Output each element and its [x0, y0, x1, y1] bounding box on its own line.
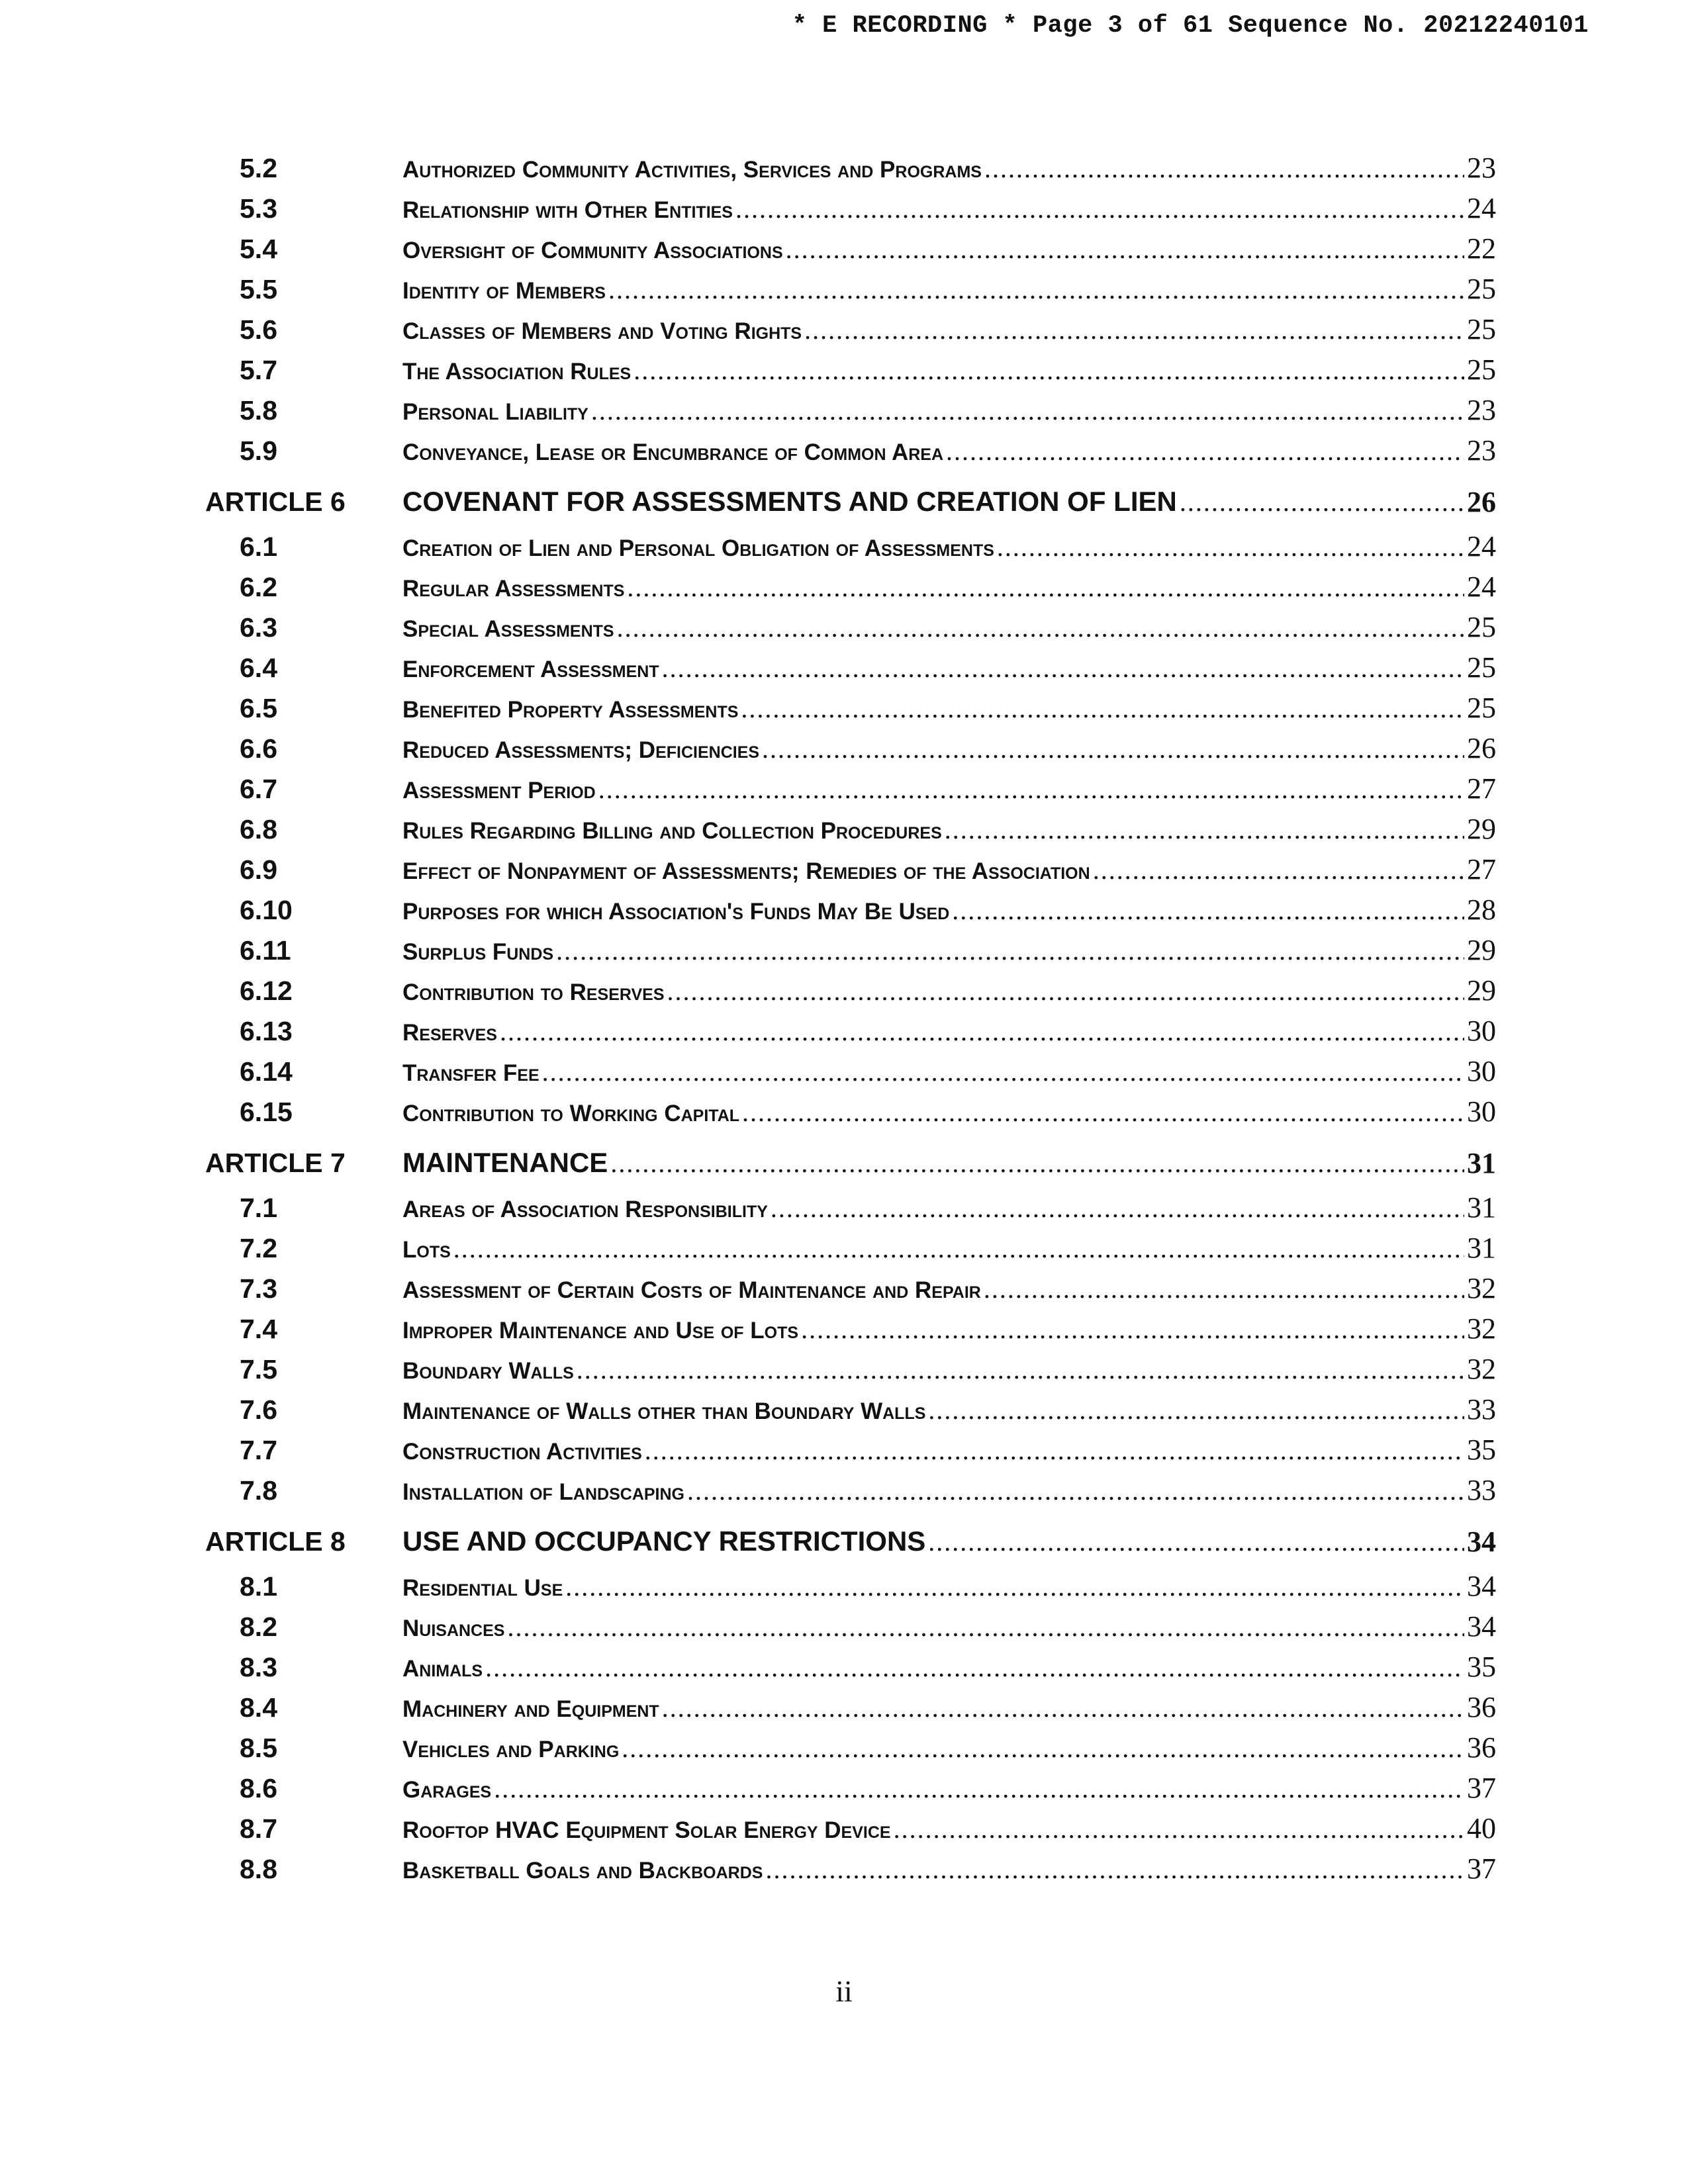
toc-entry-number: 7.7: [240, 1435, 277, 1465]
toc-entry-number: 7.8: [240, 1475, 277, 1506]
toc-entry-page: 28: [1467, 893, 1496, 926]
toc-section-row: [199, 731, 1496, 772]
toc-entry-page: 24: [1467, 192, 1496, 224]
toc-entry-number: 6.9: [240, 854, 277, 885]
toc-section-row: [199, 610, 1496, 651]
toc-entry-number: 6.12: [240, 976, 293, 1006]
dot-leader: [735, 193, 1464, 224]
toc-section-row: [199, 433, 1496, 474]
toc-section-row: [199, 570, 1496, 610]
dot-leader: [771, 1193, 1464, 1224]
toc-section-row: [199, 1569, 1496, 1610]
toc-entry-title: Reduced Assessments; Deficiencies: [402, 737, 760, 763]
dot-leader: [667, 976, 1464, 1007]
toc-entry-page: 25: [1467, 692, 1496, 724]
toc-entry-title: Construction Activities: [402, 1439, 642, 1465]
toc-section-row: [199, 1690, 1496, 1731]
dot-leader: [617, 612, 1464, 643]
toc-article-row: [199, 1514, 1496, 1569]
dot-leader: [997, 531, 1464, 563]
toc-entry-number: ARTICLE 8: [205, 1525, 346, 1557]
dot-leader: [928, 1394, 1464, 1426]
toc-entry-number: 8.7: [240, 1813, 277, 1844]
toc-entry-number: ARTICLE 7: [205, 1147, 346, 1178]
toc-entry-page: 34: [1467, 1610, 1496, 1643]
toc-section-row: [199, 1312, 1496, 1352]
toc-entry-page: 32: [1467, 1353, 1496, 1385]
toc-entry-page: 23: [1467, 434, 1496, 467]
toc-entry-title: Garages: [402, 1777, 492, 1803]
toc-section-row: [199, 691, 1496, 731]
toc-entry-title: MAINTENANCE: [402, 1147, 608, 1178]
toc-entry-number: 5.9: [240, 435, 277, 466]
toc-section-row: [199, 933, 1496, 974]
toc-entry-title: Benefited Property Assessments: [402, 697, 739, 723]
toc-entry-page: 27: [1467, 853, 1496, 886]
toc-entry-number: 8.8: [240, 1854, 277, 1884]
dot-leader: [500, 1016, 1464, 1047]
toc-entry-page: 34: [1467, 1525, 1496, 1558]
dot-leader: [1180, 486, 1464, 518]
toc-entry-title: COVENANT FOR ASSESSMENTS AND CREATION OF LIEN: [402, 486, 1177, 517]
toc-entry-page: 32: [1467, 1312, 1496, 1345]
toc-article-row: [199, 474, 1496, 529]
toc-section-row: [199, 772, 1496, 812]
toc-section-row: [199, 232, 1496, 272]
dot-leader: [801, 1314, 1464, 1345]
dot-leader: [945, 814, 1464, 845]
dot-leader: [804, 314, 1464, 345]
toc-entry-title: Effect of Nonpayment of Assessments; Remedies of the Association: [402, 858, 1090, 884]
toc-entry-page: 32: [1467, 1272, 1496, 1304]
toc-entry-number: 6.5: [240, 693, 277, 723]
toc-section-row: [199, 1650, 1496, 1690]
dot-leader: [645, 1435, 1464, 1466]
dot-leader: [556, 935, 1464, 966]
toc-article-row: [199, 1135, 1496, 1191]
toc-entry-page: 29: [1467, 974, 1496, 1007]
toc-entry-page: 30: [1467, 1015, 1496, 1047]
toc-section-row: [199, 1610, 1496, 1650]
dot-leader: [928, 1526, 1464, 1557]
toc-entry-page: 25: [1467, 611, 1496, 643]
toc-entry-title: Personal Liability: [402, 399, 588, 425]
toc-entry-title: Improper Maintenance and Use of Lots: [402, 1318, 799, 1343]
dot-leader: [494, 1773, 1464, 1804]
toc-entry-number: 8.3: [240, 1652, 277, 1682]
toc-section-row: [199, 974, 1496, 1014]
toc-entry-title: Basketball Goals and Backboards: [402, 1858, 763, 1884]
toc-entry-title: USE AND OCCUPANCY RESTRICTIONS: [402, 1525, 926, 1557]
toc-entry-page: 26: [1467, 732, 1496, 764]
toc-section-row: [199, 1054, 1496, 1095]
toc-entry-number: 5.2: [240, 153, 277, 183]
dot-leader: [633, 355, 1464, 386]
toc-section-row: [199, 529, 1496, 570]
dot-leader: [453, 1233, 1464, 1264]
toc-entry-page: 27: [1467, 772, 1496, 805]
toc-entry-page: 23: [1467, 394, 1496, 426]
dot-leader: [662, 653, 1464, 684]
toc-entry-number: 7.1: [240, 1193, 277, 1223]
toc-entry-title: The Association Rules: [402, 359, 632, 385]
toc-entry-page: 36: [1467, 1731, 1496, 1764]
toc-entry-title: Residential Use: [402, 1575, 563, 1601]
toc-entry-number: 6.3: [240, 612, 277, 643]
toc-section-row: [199, 272, 1496, 312]
toc-entry-number: 8.4: [240, 1692, 277, 1723]
toc-entry-page: 24: [1467, 530, 1496, 563]
dot-leader: [786, 234, 1464, 265]
toc-section-row: [199, 1231, 1496, 1271]
toc-section-row: [199, 1811, 1496, 1852]
toc-entry-page: 24: [1467, 570, 1496, 603]
toc-section-row: [199, 1473, 1496, 1514]
toc-entry-number: 6.2: [240, 572, 277, 602]
toc-entry-number: 7.6: [240, 1394, 277, 1425]
dot-leader: [984, 153, 1464, 184]
toc-entry-number: 6.10: [240, 895, 293, 925]
dot-leader: [1093, 854, 1464, 886]
toc-entry-title: Installation of Landscaping: [402, 1479, 684, 1505]
toc-entry-number: 6.13: [240, 1016, 293, 1046]
toc-section-row: [199, 893, 1496, 933]
toc-section-row: [199, 353, 1496, 393]
toc-entry-number: 7.4: [240, 1314, 277, 1344]
toc-entry-page: 29: [1467, 813, 1496, 845]
toc-entry-page: 35: [1467, 1651, 1496, 1683]
toc-entry-number: 5.8: [240, 395, 277, 426]
toc-section-row: [199, 1392, 1496, 1433]
toc-entry-number: 6.14: [240, 1056, 293, 1087]
toc-entry-title: Creation of Lien and Personal Obligation of Assessments: [402, 535, 994, 561]
toc-entry-number: 7.3: [240, 1273, 277, 1304]
toc-entry-number: 6.1: [240, 531, 277, 562]
toc-entry-number: 5.5: [240, 274, 277, 304]
dot-leader: [542, 1056, 1464, 1087]
toc-entry-title: Rooftop HVAC Equipment Solar Energy Device: [402, 1817, 891, 1843]
dot-leader: [765, 1854, 1464, 1885]
toc-section-row: [199, 812, 1496, 852]
toc-entry-page: 29: [1467, 934, 1496, 966]
toc-entry-title: Boundary Walls: [402, 1358, 574, 1384]
toc-entry-title: Contribution to Working Capital: [402, 1101, 740, 1126]
toc-section-row: [199, 1771, 1496, 1811]
toc-entry-page: 25: [1467, 313, 1496, 345]
toc-entry-title: Reserves: [402, 1020, 497, 1046]
toc-section-row: [199, 1014, 1496, 1054]
toc-section-row: [199, 191, 1496, 232]
toc-section-row: [199, 1271, 1496, 1312]
toc-entry-title: Enforcement Assessment: [402, 657, 659, 682]
dot-leader: [627, 572, 1464, 603]
toc-section-row: [199, 393, 1496, 433]
toc-entry-page: 33: [1467, 1393, 1496, 1426]
toc-section-row: [199, 1191, 1496, 1231]
toc-entry-number: 6.4: [240, 653, 277, 683]
toc-entry-title: Special Assessments: [402, 616, 614, 642]
toc-entry-page: 33: [1467, 1474, 1496, 1506]
dot-leader: [762, 733, 1464, 764]
toc-entry-page: 25: [1467, 273, 1496, 305]
toc-entry-title: Purposes for which Association's Funds May Be Used: [402, 899, 950, 925]
toc-entry-page: 37: [1467, 1772, 1496, 1804]
toc-entry-number: 6.15: [240, 1097, 293, 1127]
dot-leader: [598, 774, 1464, 805]
dot-leader: [952, 895, 1464, 926]
toc-entry-title: Machinery and Equipment: [402, 1696, 659, 1722]
toc-section-row: [199, 312, 1496, 353]
dot-leader: [662, 1692, 1464, 1723]
recording-header: * E RECORDING * Page 3 of 61 Sequence No. 20212240101: [792, 12, 1589, 40]
toc-entry-title: Assessment of Certain Costs of Maintenance and Repair: [402, 1277, 981, 1303]
dot-leader: [742, 1097, 1464, 1128]
page-number: ii: [835, 1974, 853, 2008]
toc-entry-title: Classes of Members and Voting Rights: [402, 318, 802, 344]
toc-entry-page: 40: [1467, 1812, 1496, 1844]
toc-entry-page: 35: [1467, 1433, 1496, 1466]
toc-entry-page: 37: [1467, 1852, 1496, 1885]
toc-entry-title: Nuisances: [402, 1615, 505, 1641]
toc-entry-title: Oversight of Community Associations: [402, 238, 783, 263]
toc-entry-title: Conveyance, Lease or Encumbrance of Common Area: [402, 439, 943, 465]
toc-entry-title: Surplus Funds: [402, 939, 554, 965]
toc-entry-title: Contribution to Reserves: [402, 979, 665, 1005]
toc-section-row: [199, 651, 1496, 691]
dot-leader: [894, 1813, 1464, 1844]
toc-section-row: [199, 151, 1496, 191]
toc-entry-page: 25: [1467, 353, 1496, 386]
toc-entry-page: 31: [1467, 1232, 1496, 1264]
toc-entry-title: Maintenance of Walls other than Boundary Walls: [402, 1398, 926, 1424]
toc-entry-title: Lots: [402, 1237, 451, 1263]
toc-entry-title: Relationship with Other Entities: [402, 197, 733, 223]
toc-entry-page: 36: [1467, 1691, 1496, 1723]
toc-entry-title: Identity of Members: [402, 278, 606, 304]
toc-section-row: [199, 1852, 1496, 1892]
dot-leader: [591, 395, 1464, 426]
dot-leader: [984, 1273, 1464, 1304]
toc-entry-number: 6.8: [240, 814, 277, 844]
toc-section-row: [199, 1352, 1496, 1392]
toc-entry-page: 22: [1467, 232, 1496, 265]
toc-entry-title: Assessment Period: [402, 778, 596, 803]
dot-leader: [741, 693, 1464, 724]
toc-entry-page: 30: [1467, 1095, 1496, 1128]
dot-leader: [507, 1612, 1464, 1643]
toc-entry-number: 6.7: [240, 774, 277, 804]
toc-entry-page: 34: [1467, 1570, 1496, 1602]
toc-entry-number: 8.2: [240, 1612, 277, 1642]
toc-entry-number: 5.6: [240, 314, 277, 345]
toc-entry-number: 7.5: [240, 1354, 277, 1385]
toc-entry-number: 8.1: [240, 1571, 277, 1602]
toc-entry-title: Vehicles and Parking: [402, 1737, 620, 1762]
dot-leader: [485, 1652, 1464, 1683]
toc-entry-number: 5.3: [240, 193, 277, 224]
toc-entry-number: 6.11: [240, 935, 291, 966]
toc-entry-number: 5.4: [240, 234, 277, 264]
toc-entry-page: 31: [1467, 1191, 1496, 1224]
toc-entry-number: 8.5: [240, 1733, 277, 1763]
toc-entry-number: 8.6: [240, 1773, 277, 1803]
dot-leader: [946, 435, 1464, 467]
table-of-contents: [199, 151, 1496, 1892]
dot-leader: [687, 1475, 1464, 1506]
toc-entry-title: Rules Regarding Billing and Collection Procedures: [402, 818, 942, 844]
toc-entry-page: 31: [1467, 1146, 1496, 1179]
dot-leader: [565, 1571, 1464, 1602]
dot-leader: [610, 1148, 1464, 1179]
toc-entry-title: Animals: [402, 1656, 483, 1682]
dot-leader: [577, 1354, 1464, 1385]
toc-entry-number: ARTICLE 6: [205, 486, 346, 517]
toc-section-row: [199, 1433, 1496, 1473]
toc-entry-title: Areas of Association Responsibility: [402, 1197, 768, 1222]
toc-entry-number: 5.7: [240, 355, 277, 385]
toc-entry-number: 7.2: [240, 1233, 277, 1263]
toc-entry-page: 25: [1467, 651, 1496, 684]
toc-entry-page: 26: [1467, 485, 1496, 518]
dot-leader: [608, 274, 1464, 305]
toc-entry-title: Authorized Community Activities, Services and Programs: [402, 157, 982, 183]
toc-section-row: [199, 1095, 1496, 1135]
toc-entry-page: 30: [1467, 1055, 1496, 1087]
toc-entry-title: Regular Assessments: [402, 576, 625, 602]
toc-entry-number: 6.6: [240, 733, 277, 764]
dot-leader: [622, 1733, 1464, 1764]
toc-entry-title: Transfer Fee: [402, 1060, 539, 1086]
toc-section-row: [199, 852, 1496, 893]
toc-section-row: [199, 1731, 1496, 1771]
toc-entry-page: 23: [1467, 152, 1496, 184]
